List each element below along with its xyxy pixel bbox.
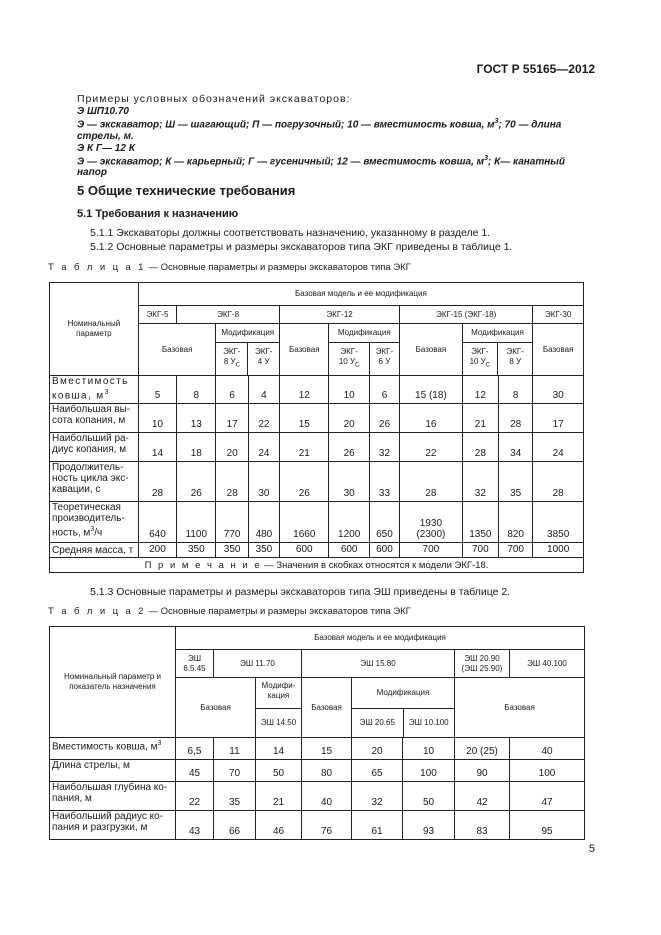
table-row <box>50 502 584 543</box>
t1-cell: 26 <box>369 404 399 433</box>
t2-cell: 35 <box>214 782 256 811</box>
t1-base-label: Базовая <box>533 324 584 376</box>
t1-cell: 22 <box>248 404 279 433</box>
table-row <box>50 404 584 433</box>
t1-cell: 33 <box>369 462 399 502</box>
t1-cell: 24 <box>248 433 279 462</box>
t1-cell: 1660 <box>280 502 329 543</box>
t1-cell: 35 <box>499 462 533 502</box>
t2-cell: 76 <box>302 811 352 840</box>
t1-cell: 10 <box>329 376 369 404</box>
t2-cell: 14 <box>256 738 302 760</box>
t2-model: ЭШ 6.5.45 <box>176 650 214 678</box>
t1-note: П р и м е ч а н и е — Значения в скобках относятся к модели ЭКГ-18. <box>50 558 584 573</box>
t1-cell: 26 <box>329 433 369 462</box>
t1-row-label: Наибольшая вы- сота копания, м <box>50 404 139 433</box>
table-row <box>50 811 585 840</box>
table-row <box>50 462 584 502</box>
t2-cell: 100 <box>403 760 455 782</box>
t1-modif-group <box>329 324 400 376</box>
t1-modif-group <box>462 324 533 376</box>
document-id: ГОСТ Р 55165—2012 <box>476 62 595 76</box>
t1-cell: 26 <box>280 462 329 502</box>
t1-model: ЭКГ-5 <box>138 306 176 324</box>
t1-modif-model: ЭКГ- 8 У <box>506 347 524 366</box>
t2-cell: 80 <box>302 760 352 782</box>
t1-cell: 13 <box>177 404 216 433</box>
t2-cell: 20 (25) <box>455 738 510 760</box>
t1-cell: 820 <box>499 502 533 543</box>
t2-modif-model: ЭШ 10.100 <box>408 718 449 727</box>
page-number: 5 <box>588 843 595 855</box>
table-row <box>50 543 584 558</box>
t1-modif-model: ЭКГ- 10 $У_С$ <box>329 343 369 375</box>
t1-cell: 22 <box>400 433 463 462</box>
table-1 <box>49 282 584 573</box>
t1-base-label: Базовая <box>280 324 329 376</box>
t2-cell: 40 <box>302 782 352 811</box>
t1-model: ЭКГ-8 <box>177 306 280 324</box>
t1-cell: 8 <box>499 376 533 404</box>
example-1-continuation: стрелы, м. <box>77 131 134 142</box>
paragraph-5-1-1: 5.1.1 Экскаваторы должны соответствовать назначению, указанному в разделе 1. <box>90 227 491 239</box>
t1-cell: 8 <box>177 376 216 404</box>
t2-base-label: Базовая <box>176 678 256 738</box>
t1-cell: 26 <box>177 462 216 502</box>
t1-cell: 15 <box>280 404 329 433</box>
t1-modif-model: ЭКГ- 4 У <box>254 347 273 366</box>
t1-cell: 350 <box>248 543 279 558</box>
t1-cell: 650 <box>369 502 399 543</box>
t1-cell: 1930 (2300) <box>400 502 463 543</box>
t2-modif-group <box>256 678 302 738</box>
t2-modif-label: Модификация <box>352 678 454 709</box>
t1-modif-model: ЭКГ- 8 $У_С$ <box>216 343 248 375</box>
t2-cell: 43 <box>176 811 214 840</box>
t2-row-label: Наибольший радиус ко- пания и разгрузки, м <box>50 811 176 840</box>
t1-cell: 30 <box>533 376 584 404</box>
t1-cell: 15 (18) <box>400 376 463 404</box>
t2-modif-model: ЭШ 14.50 <box>260 717 297 727</box>
t1-cell: 28 <box>216 462 248 502</box>
t1-cell: 18 <box>177 433 216 462</box>
t1-cell: 6 <box>369 376 399 404</box>
t2-modif-group <box>352 678 455 738</box>
table-1-caption: Т а б л и ц а 1 — Основные параметры и размеры экскаваторов типа ЭКГ <box>48 262 411 273</box>
table-row <box>50 376 584 404</box>
t1-cell: 32 <box>369 433 399 462</box>
t1-cell: 1000 <box>533 543 584 558</box>
t1-cell: 200 <box>138 543 176 558</box>
t1-cell: 3850 <box>533 502 584 543</box>
t2-cell: 42 <box>455 782 510 811</box>
t1-row-label: Наибольший ра- диус копания, м <box>50 433 139 462</box>
t1-cell: 10 <box>138 404 176 433</box>
t2-cell: 10 <box>403 738 455 760</box>
t2-cell: 40 <box>510 738 585 760</box>
t1-modif-group <box>216 324 280 376</box>
t1-cell: 14 <box>138 433 176 462</box>
t2-cell: 46 <box>256 811 302 840</box>
t2-cell: 32 <box>352 782 403 811</box>
t1-modif-model: ЭКГ- 6 У <box>375 347 394 366</box>
t1-cell: 6 <box>216 376 248 404</box>
t2-base-label: Базовая <box>302 678 352 738</box>
t2-cell: 90 <box>455 760 510 782</box>
table-row <box>50 782 585 811</box>
t1-cell: 32 <box>462 462 498 502</box>
t2-model: ЭШ 40.100 <box>510 650 585 678</box>
t1-cell: 1100 <box>177 502 216 543</box>
t1-cell: 640 <box>138 502 176 543</box>
t1-modif-label: Модификация <box>463 324 533 343</box>
t1-model: ЭКГ-15 (ЭКГ-18) <box>400 306 533 324</box>
t1-cell: 600 <box>329 543 369 558</box>
example-1-text: Э — экскаватор; Ш — шагающий; П — погрузочный; 10 — вместимость ковша, $м^3$; 70 — длина <box>77 118 562 131</box>
t1-model: ЭКГ-30 <box>533 306 584 324</box>
table-row <box>50 760 585 782</box>
t2-cell: 95 <box>510 811 585 840</box>
t1-cell: 20 <box>329 404 369 433</box>
t1-cell: 17 <box>533 404 584 433</box>
t2-row-label: Наибольшая глубина ко- пания, м <box>50 782 176 811</box>
t1-base-model-header: Базовая модель и ее модификация <box>138 283 583 306</box>
t2-model: ЭШ 11.70 <box>214 650 302 678</box>
t2-cell: 21 <box>256 782 302 811</box>
t1-cell: 700 <box>400 543 463 558</box>
t2-cell: 20 <box>352 738 403 760</box>
t1-cell: 350 <box>216 543 248 558</box>
t1-cell: 28 <box>499 404 533 433</box>
t1-cell: 600 <box>369 543 399 558</box>
t1-cell: 28 <box>533 462 584 502</box>
t2-cell: 83 <box>455 811 510 840</box>
t1-cell: 480 <box>248 502 279 543</box>
t2-cell: 50 <box>256 760 302 782</box>
t2-cell: 47 <box>510 782 585 811</box>
t2-param-header: Номинальный параметр и показатель назначения <box>50 627 176 738</box>
t1-cell: 28 <box>138 462 176 502</box>
t1-cell: 700 <box>462 543 498 558</box>
example-2-code: Э К Г— 12 К <box>77 143 135 154</box>
t2-cell: 22 <box>176 782 214 811</box>
t1-cell: 30 <box>329 462 369 502</box>
t1-cell: 20 <box>216 433 248 462</box>
t1-modif-label: Модификация <box>329 324 399 343</box>
t1-base-label: Базовая <box>138 324 216 376</box>
t1-model: ЭКГ-12 <box>280 306 400 324</box>
t1-cell: 600 <box>280 543 329 558</box>
t2-base-label: Базовая <box>455 678 585 738</box>
t2-cell: 11 <box>214 738 256 760</box>
t1-base-label: Базовая <box>400 324 463 376</box>
t2-model: ЭШ 15.80 <box>302 650 455 678</box>
t1-row-label: Теоретическая производитель- ность, $м^3/ч$ <box>50 502 139 543</box>
t1-cell: 17 <box>216 404 248 433</box>
t1-cell: 21 <box>462 404 498 433</box>
t1-cell: 28 <box>400 462 463 502</box>
t2-model: ЭШ 20.90 (ЭШ 25.90) <box>455 650 510 678</box>
t2-cell: 15 <box>302 738 352 760</box>
table-row <box>50 738 585 760</box>
t1-row-label: Вместимость ковша, $м^3$ <box>50 376 139 404</box>
t1-cell: 21 <box>280 433 329 462</box>
t2-cell: 70 <box>214 760 256 782</box>
t2-cell: 65 <box>352 760 403 782</box>
t1-cell: 30 <box>248 462 279 502</box>
t1-cell: 5 <box>138 376 176 404</box>
example-1-code: Э ШП10.70 <box>77 106 129 117</box>
table-row <box>50 433 584 462</box>
t1-row-label: Средняя масса, т <box>50 543 139 558</box>
t2-cell: 66 <box>214 811 256 840</box>
t2-cell: 6,5 <box>176 738 214 760</box>
table-2 <box>49 626 585 840</box>
t2-modif-label: Модифи- кация <box>256 679 301 709</box>
t1-param-header: Номинальный параметр <box>50 283 139 376</box>
t2-cell: 61 <box>352 811 403 840</box>
example-2-text: Э — экскаватор; К — карьерный; Г — гусеничный; 12 — вместимость ковша, $м^3$; К— канатный напор <box>77 155 565 179</box>
section-5-title: 5 Общие технические требования <box>77 183 296 198</box>
t2-cell: 50 <box>403 782 455 811</box>
t1-modif-label: Модификация <box>216 324 279 343</box>
t2-row-label: Длина стрелы, м <box>50 760 176 782</box>
t2-modif-model: ЭШ 20.65 <box>352 709 404 737</box>
t1-cell: 28 <box>462 433 498 462</box>
t1-cell: 24 <box>533 433 584 462</box>
t1-cell: 16 <box>400 404 463 433</box>
t1-cell: 12 <box>462 376 498 404</box>
paragraph-5-1-2: 5.1.2 Основные параметры и размеры экскаваторов типа ЭКГ приведены в таблице 1. <box>90 241 513 253</box>
t2-cell: 93 <box>403 811 455 840</box>
paragraph-5-1-3: 5.1.3 Основные параметры и размеры экскаваторов типа ЭШ приведены в таблице 2. <box>90 586 511 598</box>
t1-cell: 4 <box>248 376 279 404</box>
t1-cell: 1350 <box>462 502 498 543</box>
examples-title: Примеры условных обозначений экскаваторов: <box>77 93 351 105</box>
t1-cell: 12 <box>280 376 329 404</box>
t1-cell: 34 <box>499 433 533 462</box>
t2-base-model-header: Базовая модель и ее модификация <box>176 627 585 650</box>
t2-cell: 100 <box>510 760 585 782</box>
t1-cell: 350 <box>177 543 216 558</box>
t1-cell: 770 <box>216 502 248 543</box>
t1-cell: 1200 <box>329 502 369 543</box>
table-2-caption: Т а б л и ц а 2 — Основные параметры и размеры экскаваторов типа ЭКГ <box>48 606 411 617</box>
t2-row-label: Вместимость ковша, $м^3$ <box>50 738 176 760</box>
t1-row-label: Продолжитель- ность цикла экс- кавации, с <box>50 462 139 502</box>
t1-cell: 700 <box>499 543 533 558</box>
t1-modif-model: ЭКГ- 10 $У_С$ <box>463 343 498 375</box>
t2-cell: 45 <box>176 760 214 782</box>
section-5-1-title: 5.1 Требования к назначению <box>77 208 239 220</box>
